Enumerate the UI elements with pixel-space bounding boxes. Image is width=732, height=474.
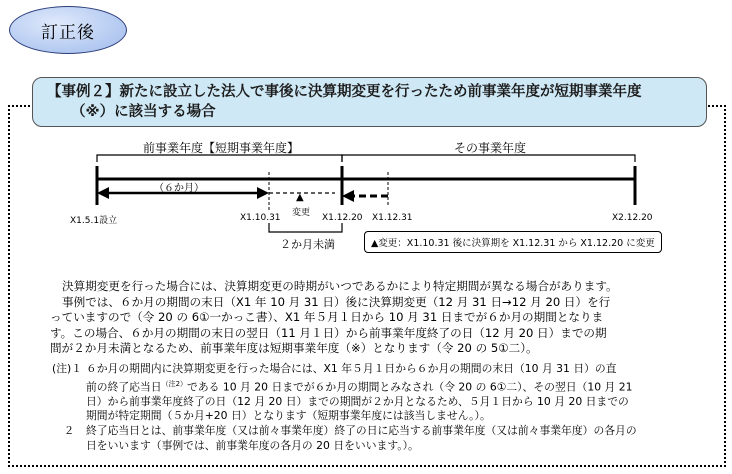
change-label: 変更 bbox=[292, 208, 311, 218]
heading-line-2: （※）に該当する場合 bbox=[71, 104, 216, 120]
heading-line-1: 【事例２】新たに設立した法人で事後に決算期変更を行ったため前事業年度が短期事業年度 bbox=[47, 84, 642, 100]
note-1-line-2a: 前の終了応当日 bbox=[86, 380, 162, 394]
date-1231: X1.12.31 bbox=[372, 213, 413, 223]
note-1-number: (注)１ bbox=[52, 362, 83, 375]
date-established: X1.5.1設立 bbox=[70, 216, 118, 226]
explanation-para-2-line-3: す。この場合、６か月の期間の末日の翌日（11 月１日）から前事業年度終了の日（12 月 20 日）までの期 bbox=[50, 325, 607, 340]
explanation-para-2-line-4: 間が２か月未満となるため、前事業年度は短期事業年度（※）となります（令 20 の 5①二）。 bbox=[50, 341, 538, 356]
six-months-label: （６か月） bbox=[154, 183, 204, 194]
prev-year-bracket bbox=[97, 155, 342, 162]
prev-year-label: 前事業年度【短期事業年度】 bbox=[143, 141, 300, 155]
note-1-line-4: 期間が特定期間（５か月+20 日）となります（短期事業年度には該当しません。）。 bbox=[86, 409, 491, 423]
explanation-para-1: 決算期変更を行った場合には、決算期変更の時期がいつであるかにより特定期間が異なる場合があります。 bbox=[62, 279, 618, 293]
note-2-number: ２ bbox=[63, 423, 75, 437]
note-1-line-2b: である 10 月 20 日までが６か月の期間とみなされ（令 20 の 6①二）、その翌日（10 月 21 bbox=[187, 380, 633, 394]
two-month-label: ２か月未満 bbox=[280, 238, 335, 251]
date-1031: X1.10.31 bbox=[240, 213, 281, 223]
explanation-para-2-line-1: 事例では、６か月の期間の末日（X1 年 10 月 31 日）後に決算期変更（12 月 31 日→12 月 20 日）を行 bbox=[62, 294, 611, 309]
other-year-bracket bbox=[342, 155, 635, 162]
six-month-arrowhead-left bbox=[97, 187, 109, 199]
explanation bbox=[50, 279, 706, 357]
date-1220: X1.12.20 bbox=[322, 213, 363, 223]
note-2-line-2: 日をいいます（事例では、前事業年度の各月の 20 日をいいます。）。 bbox=[86, 438, 419, 452]
date-end: X2.12.20 bbox=[612, 213, 653, 223]
note-1-line-1: ６か月の期間内に決算期変更を行った場合には、X1 年５月１日から６か月の期間の末日（10 月 31 日）の直 bbox=[86, 362, 617, 375]
six-month-arrowhead-right bbox=[257, 187, 269, 199]
change-triangle: ▲ bbox=[296, 192, 304, 203]
explanation-para-2-line-2: っていますので（令 20 の 6①一かっこ書）、X1 年５月１日から 10 月 31 日までが６か月の期間となりま bbox=[50, 310, 604, 325]
change-arrowhead bbox=[342, 190, 354, 202]
note-1-line-3: 日）から前事業年度終了の日（12 月 20 日）までの期間が２か月となるため、５月１日から 10 月 20 日までの bbox=[86, 394, 629, 408]
note-2-line-1: 終了応当日とは、前事業年度（又は前々事業年度）終了の日に応当する前事業年度（又は前々事業年度）の各月の bbox=[86, 423, 637, 437]
notes bbox=[52, 362, 706, 453]
badge-label: 訂正後 bbox=[41, 22, 95, 43]
other-year-label: その事業年度 bbox=[454, 141, 527, 155]
note-1-superscript: （注2） bbox=[161, 379, 188, 388]
note-1 bbox=[52, 362, 706, 424]
note-2 bbox=[52, 424, 706, 453]
change-note-box: ▲変更：X1.10.31 後に決算期を X1.12.31 から X1.12.20 に変更 bbox=[364, 231, 662, 253]
two-month-bracket bbox=[269, 223, 342, 232]
